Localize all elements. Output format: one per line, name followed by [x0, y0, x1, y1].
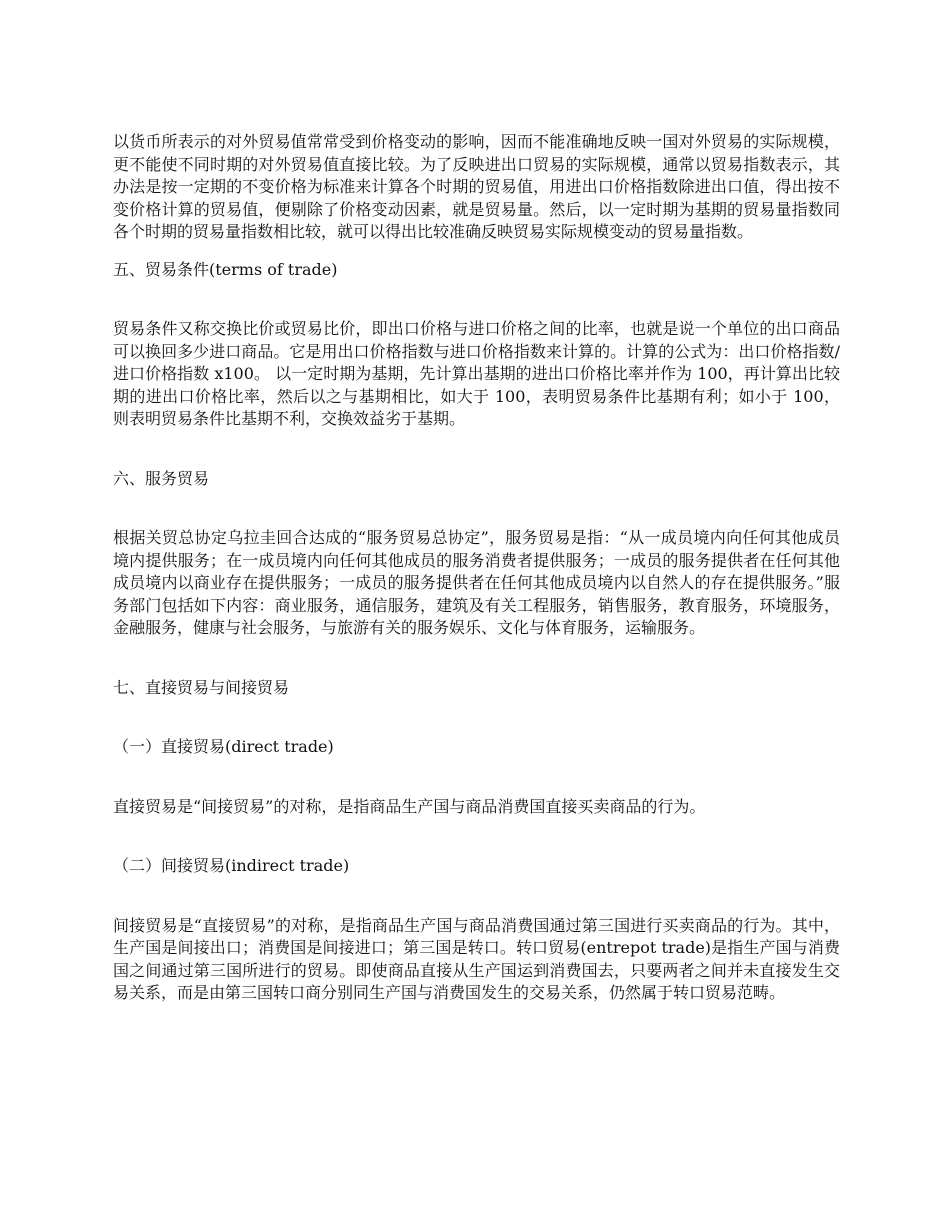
- intro-paragraph: 以货币所表示的对外贸易值常常受到价格变动的影响，因而不能准确地反映一国对外贸易的实际规模，更不能使不同时期的对外贸易值直接比较。为了反映进出口贸易的实际规模，通常以贸易指数表示，其办法是按一定期的不变价格为标准来计算各个时期的贸易值，用进出口价格指数除进出口值，得出按不变价格计算的贸易值，便剔除了价格变动因素，就是贸易量。然后，以一定时期为基期的贸易量指数同各个时期的贸易量指数相比较，就可以得出比较准确反映贸易实际规模变动的贸易量指数。: [113, 132, 840, 241]
- indirect-trade-subheading: （二）间接贸易(indirect trade): [113, 856, 350, 875]
- terms-of-trade-paragraph: 贸易条件又称交换比价或贸易比价，即出口价格与进口价格之间的比率，也就是说一个单位的出口商品可以换回多少进口商品。它是用出口价格指数与进口价格指数来计算的。计算的公式为：出口价格指数/进口价格指数 x100。 以一定时期为基期，先计算出基期的进出口价格比率并作为 100，再计算出比较期的进出口价格比率，然后以之与基期相比，如大于 100，表明贸易条件比基期有利；如小于 100，则表明贸易条件比基期不利，交换效益劣于基期。: [113, 319, 840, 428]
- services-trade-paragraph: 根据关贸总协定乌拉圭回合达成的“服务贸易总协定”，服务贸易是指：“从一成员境内向任何其他成员境内提供服务；在一成员境内向任何其他成员的服务消费者提供服务；一成员的服务提供者在任何其他成员境内以商业存在提供服务；一成员的服务提供者在任何其他成员境内以自然人的存在提供服务。”服务部门包括如下内容：商业服务，通信服务，建筑及有关工程服务，销售服务，教育服务，环境服务，金融服务，健康与社会服务，与旅游有关的服务娱乐、文化与体育服务，运输服务。: [113, 528, 840, 637]
- document-page: [113, 131, 840, 1005]
- services-trade-heading: 六、服务贸易: [113, 468, 210, 488]
- direct-indirect-trade-heading: 七、直接贸易与间接贸易: [113, 677, 290, 697]
- indirect-trade-paragraph: 间接贸易是“直接贸易”的对称，是指商品生产国与商品消费国通过第三国进行买卖商品的行为。其中，生产国是间接出口；消费国是间接进口；第三国是转口。转口贸易(entrepot trade)是指生产国与消费国之间通过第三国所进行的贸易。即使商品直接从生产国运到消费国去，只要两者之间并未直接发生交易关系，而是由第三国转口商分别同生产国与消费国发生的交易关系，仍然属于转口贸易范畴。: [113, 915, 840, 1002]
- terms-of-trade-heading: 五、贸易条件(terms of trade): [113, 259, 338, 279]
- direct-trade-paragraph: 直接贸易是“间接贸易”的对称，是指商品生产国与商品消费国直接买卖商品的行为。: [113, 796, 706, 816]
- direct-trade-subheading: （一）直接贸易(direct trade): [113, 737, 334, 756]
